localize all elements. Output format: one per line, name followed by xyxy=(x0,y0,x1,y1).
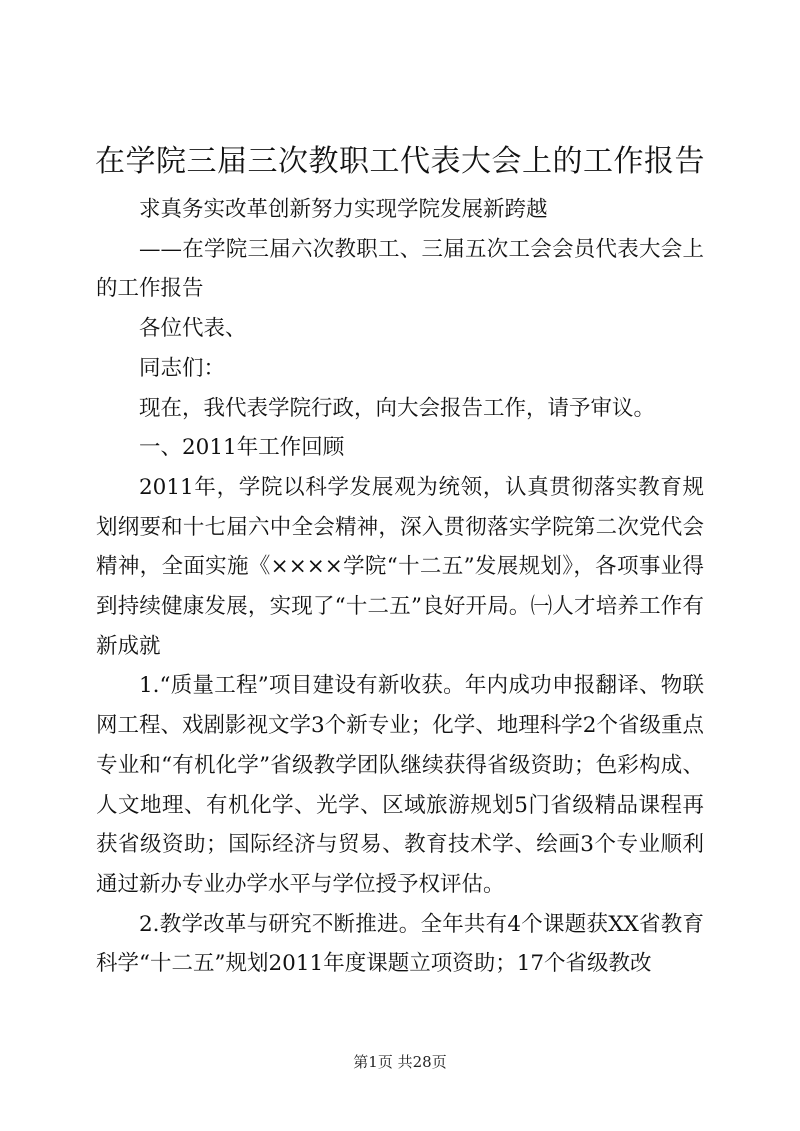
subtitle-meeting-paragraph: ——在学院三届六次教职工、三届五次工会会员代表大会上的工作报告 xyxy=(96,236,704,302)
section-heading: 一、2011年工作回顾 xyxy=(139,435,345,461)
body-paragraph: 1.“质量工程”项目建设有新收获。年内成功申报翻译、物联网工程、戏剧影视文学3个新专业；化学、地理科学2个省级重点专业和“有机化学”省级教学团队继续获得省级资助；色彩构成、人文地理、有机化学、光学、区域旅游规划5门省级精品课程再获省级资助；国际经济与贸易、教育技术学、绘画3个专业顺利通过新办专业办学水平与学位授予权评估。 xyxy=(96,673,704,897)
subtitle-paragraph: 求真务实改革创新努力实现学院发展新跨越 xyxy=(139,197,548,222)
document-body xyxy=(96,190,704,984)
document-title: 在学院三届三次教职工代表大会上的工作报告 xyxy=(95,144,705,179)
salutation-paragraph: 同志们： xyxy=(139,355,226,381)
salutation-paragraph: 各位代表、 xyxy=(139,316,247,342)
body-paragraph: 2.教学改革与研究不断推进。全年共有4个课题获XX省教育科学“十二五”规划2011年度课题立项资助；17个省级教改 xyxy=(96,911,704,977)
body-paragraph: 现在，我代表学院行政，向大会报告工作，请予审议。 xyxy=(139,395,656,421)
body-paragraph: 2011年，学院以科学发展观为统领，认真贯彻落实教育规划纲要和十七届六中全会精神，深入贯彻落实学院第二次党代会精神，全面实施《××××学院“十二五”发展规划》，各项事业得到持续健康发展，实现了“十二五”良好开局。㈠人才培养工作有新成就 xyxy=(96,474,704,659)
page-footer: 第1页 共28页 xyxy=(353,1053,447,1071)
